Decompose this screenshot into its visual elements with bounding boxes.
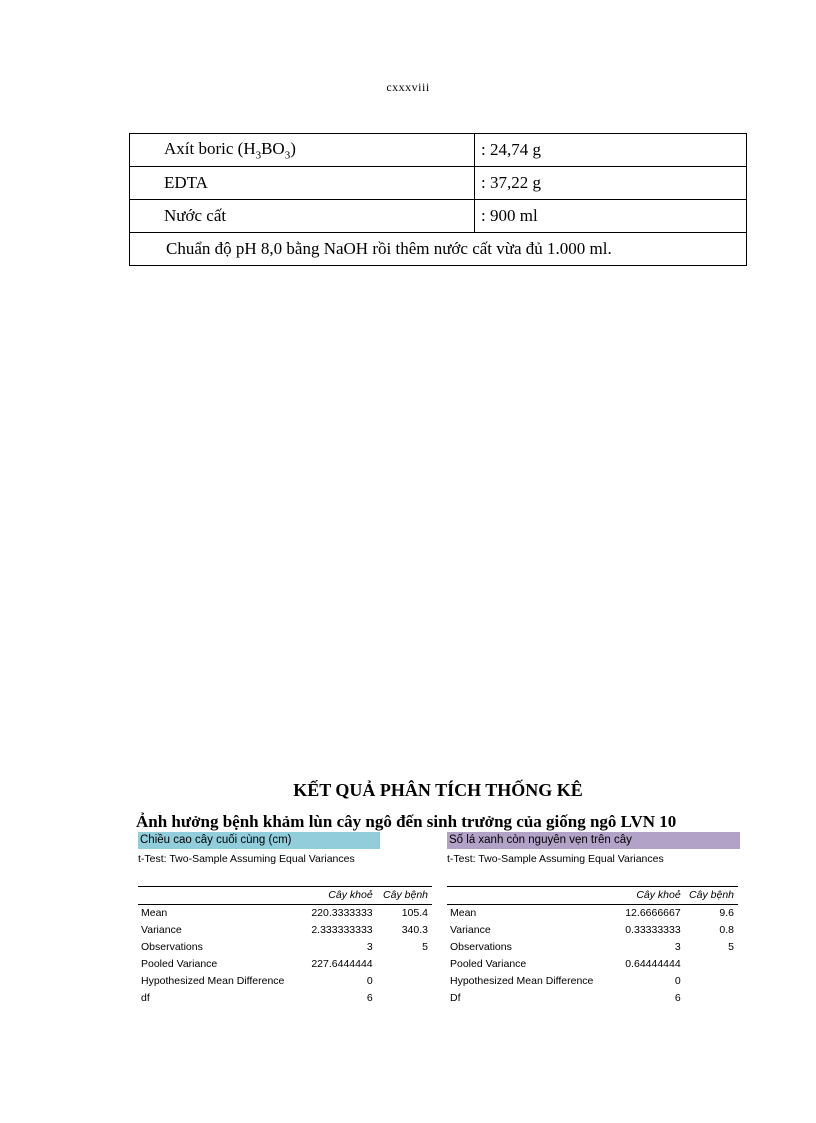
row-label: Hypothesized Mean Difference xyxy=(141,975,285,987)
reagent-name xyxy=(130,134,475,167)
cell-value: 105.4 xyxy=(401,907,428,919)
row-label: Mean xyxy=(450,907,477,919)
table-row xyxy=(138,990,432,1007)
table-row xyxy=(138,939,432,956)
reagent-amount: : 24,74 g xyxy=(475,134,747,167)
section-title: KẾT QUẢ PHÂN TÍCH THỐNG KÊ xyxy=(293,780,583,800)
column-header: Cây bệnh xyxy=(373,887,432,905)
table-row xyxy=(447,956,738,973)
reagent-table xyxy=(129,133,747,266)
table-row xyxy=(138,905,432,923)
column-header: Cây khoẻ xyxy=(593,887,680,905)
stats-table xyxy=(138,887,432,1007)
row-label: Pooled Variance xyxy=(450,958,527,970)
table-row xyxy=(447,973,738,990)
table-row xyxy=(130,200,747,233)
cell-value: 3 xyxy=(366,941,373,953)
table-header-row xyxy=(447,887,738,905)
height-ttest-block xyxy=(138,832,432,1007)
header-blank xyxy=(138,887,284,905)
cell-value: 5 xyxy=(728,941,734,953)
table-row xyxy=(138,922,432,939)
reagent-amount: : 37,22 g xyxy=(475,167,747,200)
row-label: Pooled Variance xyxy=(141,958,218,970)
row-label: Observations xyxy=(450,941,512,953)
table-row xyxy=(138,956,432,973)
table-row xyxy=(447,905,738,923)
cell-value: 0.64444444 xyxy=(625,958,681,970)
row-label: Mean xyxy=(141,907,168,919)
subscript: 3 xyxy=(255,149,262,162)
cell-value: 2.333333333 xyxy=(311,924,373,936)
cell-value: 340.3 xyxy=(401,924,428,936)
test-name: t-Test: Two-Sample Assuming Equal Variances xyxy=(138,853,355,865)
reagent-name-text: Axít boric (H xyxy=(164,138,256,158)
table-row xyxy=(138,973,432,990)
cell-value xyxy=(681,973,738,990)
cell-value: 227.6444444 xyxy=(311,958,373,970)
reagent-name-text: ) xyxy=(290,138,296,158)
reagent-name-text: BO xyxy=(261,138,285,158)
page-number: cxxxviii xyxy=(386,80,430,94)
reagent-amount: : 900 ml xyxy=(475,200,747,233)
cell-value xyxy=(373,990,432,1007)
cell-value: 3 xyxy=(674,941,681,953)
column-header: Cây khoẻ xyxy=(284,887,372,905)
variable-header: Chiều cao cây cuối cùng (cm) xyxy=(138,832,380,849)
test-name: t-Test: Two-Sample Assuming Equal Variances xyxy=(447,853,664,865)
reagent-name: EDTA xyxy=(130,167,475,200)
row-label: Variance xyxy=(450,924,491,936)
cell-value xyxy=(373,956,432,973)
table-row xyxy=(130,134,747,167)
cell-value xyxy=(373,973,432,990)
row-label: df xyxy=(141,992,150,1004)
cell-value: 6 xyxy=(674,992,681,1004)
table-row xyxy=(447,990,738,1007)
cell-value: 0 xyxy=(366,975,373,987)
cell-value: 220.3333333 xyxy=(311,907,373,919)
leaf-count-ttest-block xyxy=(447,832,738,1007)
cell-value: 5 xyxy=(422,941,428,953)
section-subtitle: Ảnh hưởng bệnh khảm lùn cây ngô đến sinh trưởng của giống ngô LVN 10 xyxy=(136,812,677,831)
row-label: Hypothesized Mean Difference xyxy=(450,975,594,987)
table-row xyxy=(447,939,738,956)
table-header-row xyxy=(138,887,432,905)
row-label: Df xyxy=(450,992,461,1004)
preparation-note: Chuẩn độ pH 8,0 bằng NaOH rồi thêm nước cất vừa đủ 1.000 ml. xyxy=(130,233,747,266)
cell-value: 0 xyxy=(674,975,681,987)
cell-value: 9.6 xyxy=(719,907,734,919)
table-row xyxy=(447,922,738,939)
column-header: Cây bệnh xyxy=(681,887,738,905)
stats-table xyxy=(447,887,738,1007)
row-label: Variance xyxy=(141,924,182,936)
cell-value xyxy=(681,956,738,973)
table-row xyxy=(130,167,747,200)
cell-value xyxy=(681,990,738,1007)
subscript: 3 xyxy=(284,149,291,162)
reagent-name: Nước cất xyxy=(130,200,475,233)
cell-value: 0.33333333 xyxy=(625,924,681,936)
header-blank xyxy=(447,887,593,905)
cell-value: 6 xyxy=(366,992,373,1004)
cell-value: 12.6666667 xyxy=(625,907,681,919)
table-row xyxy=(130,233,747,266)
cell-value: 0.8 xyxy=(719,924,734,936)
row-label: Observations xyxy=(141,941,203,953)
variable-header: Số lá xanh còn nguyên vẹn trên cây xyxy=(447,832,740,849)
